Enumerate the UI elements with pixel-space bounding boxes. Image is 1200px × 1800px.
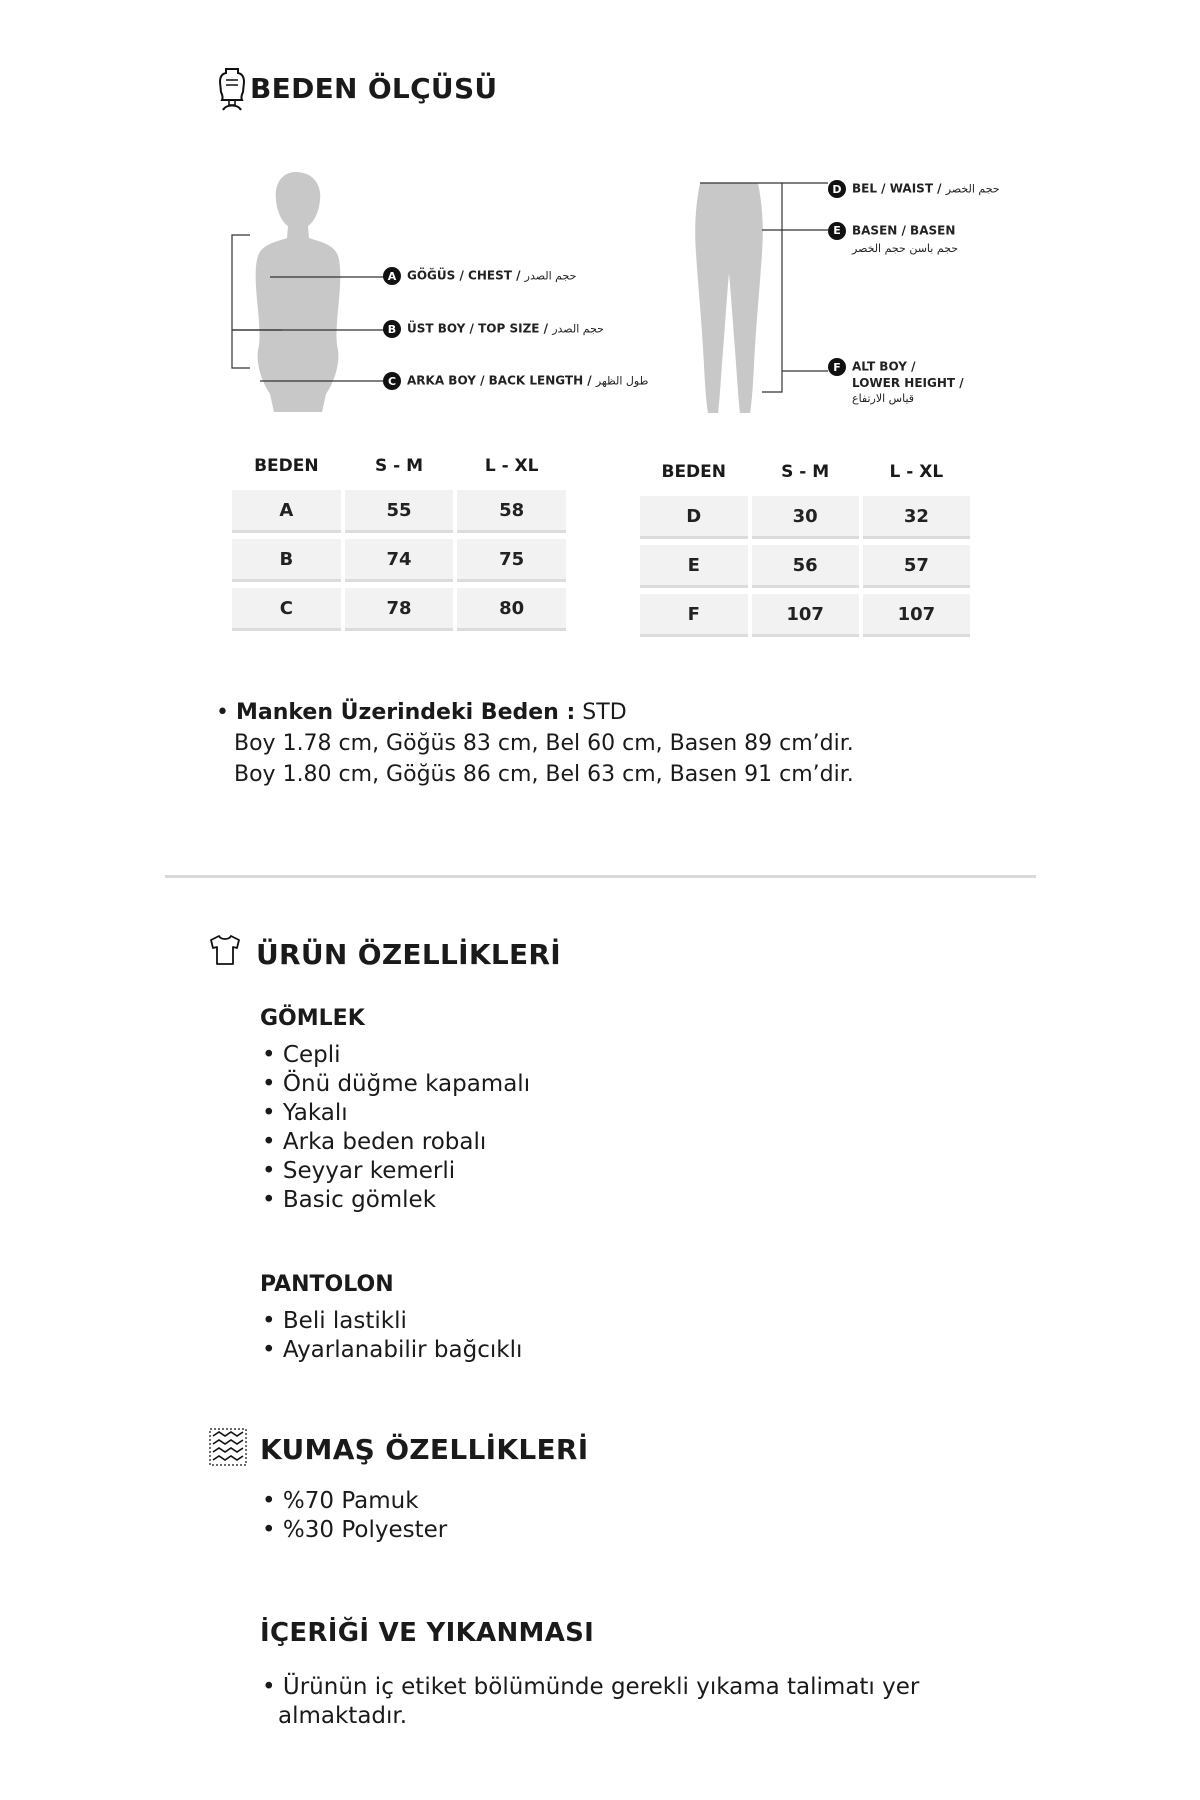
badge-c: C [383,372,401,390]
fabric-pattern-icon [209,1428,247,1466]
table-cell: 32 [863,496,970,539]
model-size-line: • Manken Üzerindeki Beden : STD [216,700,627,725]
column-header: BEDEN [661,462,727,482]
care-text [262,1673,919,1731]
label-back-length: C ARKA BOY / BACK LENGTH / طول الظهر [383,372,648,390]
table-row [640,496,970,539]
table-row [640,594,970,637]
list-item: • Basic gömlek [262,1186,530,1215]
section-divider [165,875,1036,878]
list-item: • Cepli [262,1041,530,1070]
care-section-title: İÇERİĞİ VE YIKANMASI [260,1618,595,1648]
table-header-row [232,450,566,484]
table-row [232,490,566,533]
model-measure-line-2: Boy 1.80 cm, Göğüs 86 cm, Bel 63 cm, Basen 91 cm’dir. [234,762,854,787]
list-item: • %70 Pamuk [262,1487,447,1516]
column-header: S - M [374,456,424,476]
table-row [232,588,566,631]
table-cell: 56 [752,545,859,588]
badge-d: D [828,180,846,198]
table-cell: 75 [457,539,566,582]
badge-a: A [383,267,401,285]
shirt-heading: GÖMLEK [260,1006,365,1031]
size-table-bottom [636,450,974,643]
table-header-row [640,456,970,490]
table-cell: C [232,588,341,631]
product-section-title: ÜRÜN ÖZELLİKLERİ [256,938,561,971]
table-row [640,545,970,588]
fabric-section-title: KUMAŞ ÖZELLİKLERİ [260,1433,589,1466]
badge-e: E [828,222,846,240]
list-item: • Beli lastikli [262,1307,522,1336]
column-header: S - M [781,462,830,482]
label-hip: E BASEN / BASEN حجم باسن حجم الخصر [828,222,958,257]
table-cell: E [640,545,748,588]
list-item: • Yakalı [262,1099,530,1128]
shirt-feature-list [262,1041,530,1215]
table-cell: 78 [345,588,454,631]
label-top-size: B ÜST BOY / TOP SIZE / حجم الصدر [383,320,604,338]
tshirt-icon [208,933,242,967]
care-line-2: almaktadır. [278,1703,408,1729]
fabric-list [262,1487,447,1545]
table-cell: 74 [345,539,454,582]
list-item: • %30 Polyester [262,1516,447,1545]
column-header: L - XL [889,462,944,482]
table-row [232,539,566,582]
table-cell: B [232,539,341,582]
column-header: L - XL [484,456,539,476]
table-cell: 57 [863,545,970,588]
badge-b: B [383,320,401,338]
pants-feature-list [262,1307,522,1365]
pants-heading: PANTOLON [260,1272,394,1297]
table-cell: 107 [752,594,859,637]
label-lower-height: F ALT BOY / LOWER HEIGHT / قياس الارتفاع [828,358,964,406]
table-cell: D [640,496,748,539]
table-cell: A [232,490,341,533]
model-measure-line-1: Boy 1.78 cm, Göğüs 83 cm, Bel 60 cm, Basen 89 cm’dir. [234,731,854,756]
column-header: BEDEN [254,456,319,476]
list-item: • Arka beden robalı [262,1128,530,1157]
label-waist: D BEL / WAIST / حجم الخصر [828,180,1000,198]
size-table-top [228,444,570,637]
table-cell: F [640,594,748,637]
list-item: • Seyyar kemerli [262,1157,530,1186]
model-info [216,697,854,790]
care-line-1: • Ürünün iç etiket bölümünde gerekli yıkama talimatı yer [262,1674,920,1700]
mannequin-icon [217,66,247,112]
table-cell: 107 [863,594,970,637]
list-item: • Ayarlanabilir bağcıklı [262,1336,522,1365]
table-cell: 30 [752,496,859,539]
label-chest: A GÖĞÜS / CHEST / حجم الصدر [383,267,576,285]
list-item: • Önü düğme kapamalı [262,1070,530,1099]
table-cell: 80 [457,588,566,631]
table-cell: 58 [457,490,566,533]
lower-body-figure [680,175,840,425]
table-cell: 55 [345,490,454,533]
badge-f: F [828,358,846,376]
page-title: BEDEN ÖLÇÜSÜ [250,72,498,105]
